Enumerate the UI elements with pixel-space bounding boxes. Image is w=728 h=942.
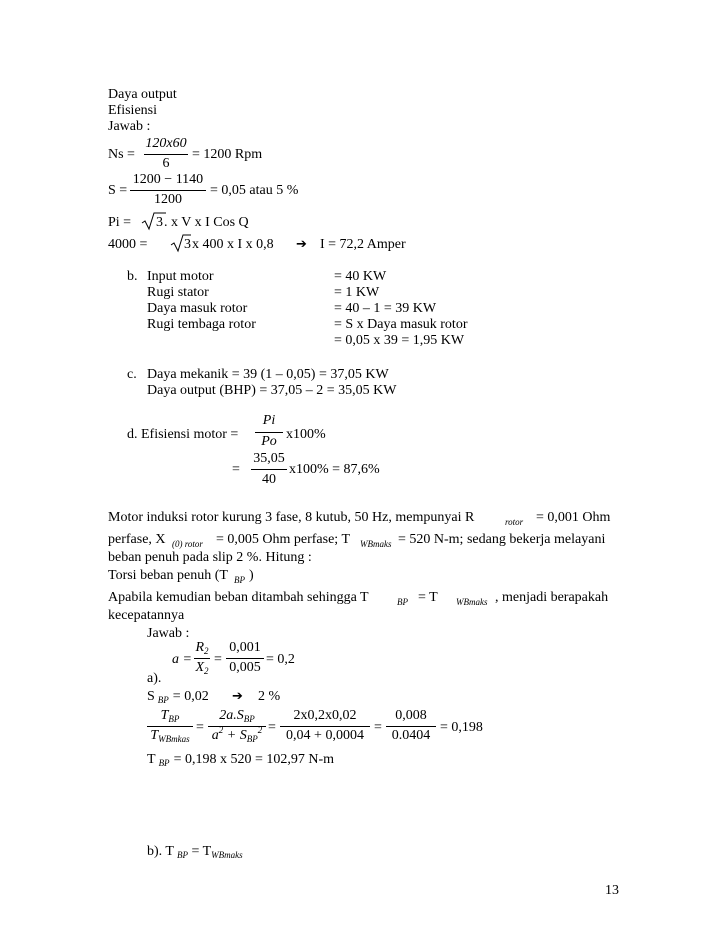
numeric-fraction [280,708,370,746]
section-b-value-0: = 40 KW [334,269,387,284]
kloss-denominator: $a^2 + S_{BP}^2$ [211,725,263,744]
problem-line4-sub: BP [234,575,245,585]
kloss-fraction [208,708,266,746]
result-denominator: 0.0404 [391,728,431,743]
equals-sign: = [374,720,382,735]
pi-radicand: 3 [156,215,163,230]
efisiensi-value-fraction [250,451,288,489]
arrow-right-icon: ➔ [232,689,243,704]
numeric-numerator: 2x0,2x0,02 [293,708,357,723]
ns-label: Ns = [108,147,135,162]
slip-fraction [128,172,208,208]
efisiensi-fraction [254,413,284,451]
line4000-radicand: 3 [184,237,191,252]
problem-line3: beban penuh pada slip 2 %. Hitung : [108,550,312,565]
problem-line1-sub: rotor [505,517,524,527]
line4000-lead: 4000 = [108,237,148,252]
problem-line2-sub2: WBmaks [360,539,392,549]
sbp-line: S $_{BP}$ = 0,02 [147,689,209,705]
efisiensi-denominator: Po [261,434,277,449]
section-b-value-4: = 0,05 x 39 = 1,95 KW [334,333,465,348]
value-denominator: 0,005 [229,660,261,675]
sbp-result: 2 % [258,689,281,704]
section-d-label: d. Efisiensi motor = [127,427,239,442]
answer-res1: = 0,2 [266,652,295,667]
ns-denominator: 6 [162,156,170,171]
value-numerator: 0,001 [229,640,261,655]
value-fraction [226,640,264,678]
problem-line1-b: = 0,001 Ohm [536,510,611,525]
section-b-marker: b. [127,269,138,284]
arrow-right-icon: ➔ [296,237,307,252]
section-b-label-0: Input motor [147,269,214,284]
torque-ratio-denominator: $T_{WBmkas}$ [150,728,190,744]
section-d-tail1: x100% [286,427,326,442]
section-b-label-1: Rugi stator [147,285,209,300]
answer-res2: = 0,198 [440,720,483,735]
fraction-bar [280,726,370,727]
slip-denominator: 1200 [154,192,182,207]
r2-x2-fraction [194,640,210,678]
answer-jawab: Jawab : [147,626,190,641]
tbp-line: T $_{BP}$ = 0,198 x 520 = 102,97 N-m [147,752,335,768]
section-d-tail2: x100% = 87,6% [289,462,380,477]
section-b-value-2: = 40 – 1 = 39 KW [334,301,437,316]
problem-line2-b: = 0,005 Ohm perfase; T [216,532,350,547]
section-c-marker: c. [127,367,137,382]
pi-label: Pi = [108,215,132,230]
slip-label: S = [108,183,128,198]
ns-numerator: 120x60 [145,136,187,151]
answer-b-line: b). T $_{BP} = T_{WBmaks}$ [147,844,243,860]
efisiensi-value-numerator: 35,05 [253,451,285,466]
fraction-bar [144,154,188,155]
torque-ratio-fraction [147,708,193,746]
problem-line5-sub: BP [397,597,408,607]
fraction-bar [226,658,264,659]
line4000-result: I = 72,2 Amper [320,237,406,252]
section-b-value-3: = S x Daya masuk rotor [334,317,468,332]
fraction-bar [386,726,436,727]
problem-line2-sub: (0) rotor [172,539,203,549]
x2-denominator: $X_2$ [195,660,209,676]
problem-line4-a: Torsi beban penuh (T [108,568,228,583]
intro-efisiensi: Efisiensi [108,103,157,118]
problem-line5-a: Apabila kemudian beban ditambah sehingga T [108,590,369,605]
section-c-row2: Daya output (BHP) = 37,05 – 2 = 35,05 KW [147,383,397,398]
section-d-eq2: = [232,462,240,477]
section-b-value-1: = 1 KW [334,285,380,300]
r2-numerator: $R_2$ [195,640,209,656]
answer-a-lhs: a = [172,652,192,667]
problem-line2-a: perfase, X [108,532,166,547]
line4000-rest: x 400 x I x 0,8 [192,237,274,252]
page-number: 13 [605,883,619,898]
section-b-label-2: Daya masuk rotor [147,301,248,316]
problem-line4-b: ) [249,568,254,583]
problem-line1-a: Motor induksi rotor kurung 3 fase, 8 kutub, 50 Hz, mempunyai R [108,510,475,525]
answer-a-label: a). [147,671,162,686]
efisiensi-numerator: Pi [262,413,276,428]
slip-result: = 0,05 atau 5 % [210,183,299,198]
equals-sign: = [196,720,204,735]
numeric-denominator: 0,04 + 0,0004 [286,728,364,743]
pi-rest: . x V x I Cos Q [164,215,249,230]
fraction-bar [147,726,193,727]
equals-sign: = [268,720,276,735]
intro-daya-output: Daya output [108,87,177,102]
fraction-bar [255,432,283,433]
ns-result: = 1200 Rpm [192,147,263,162]
efisiensi-value-denominator: 40 [262,472,276,487]
equals-sign: = [214,652,222,667]
torque-ratio-numerator: $T_{BP}$ [160,708,180,724]
fraction-bar [194,658,210,659]
result-numerator: 0,008 [395,708,427,723]
problem-line2-c: = 520 N-m; sedang bekerja melayani [398,532,606,547]
problem-line5-b: = T [418,590,438,605]
fraction-bar [251,469,287,470]
slip-numerator: 1200 − 1140 [132,172,204,187]
section-c-row1: Daya mekanik = 39 (1 – 0,05) = 37,05 KW [147,367,389,382]
fraction-bar [130,190,206,191]
problem-line5-c: , menjadi berapakah [495,590,609,605]
result-fraction [386,708,436,746]
problem-line6: kecepatannya [108,608,185,623]
problem-line5-sub2: WBmaks [456,597,488,607]
kloss-numerator: $2a.S_{BP}$ [219,708,255,724]
section-b-label-3: Rugi tembaga rotor [147,317,256,332]
ns-fraction [142,136,190,172]
intro-jawab: Jawab : [108,119,151,134]
